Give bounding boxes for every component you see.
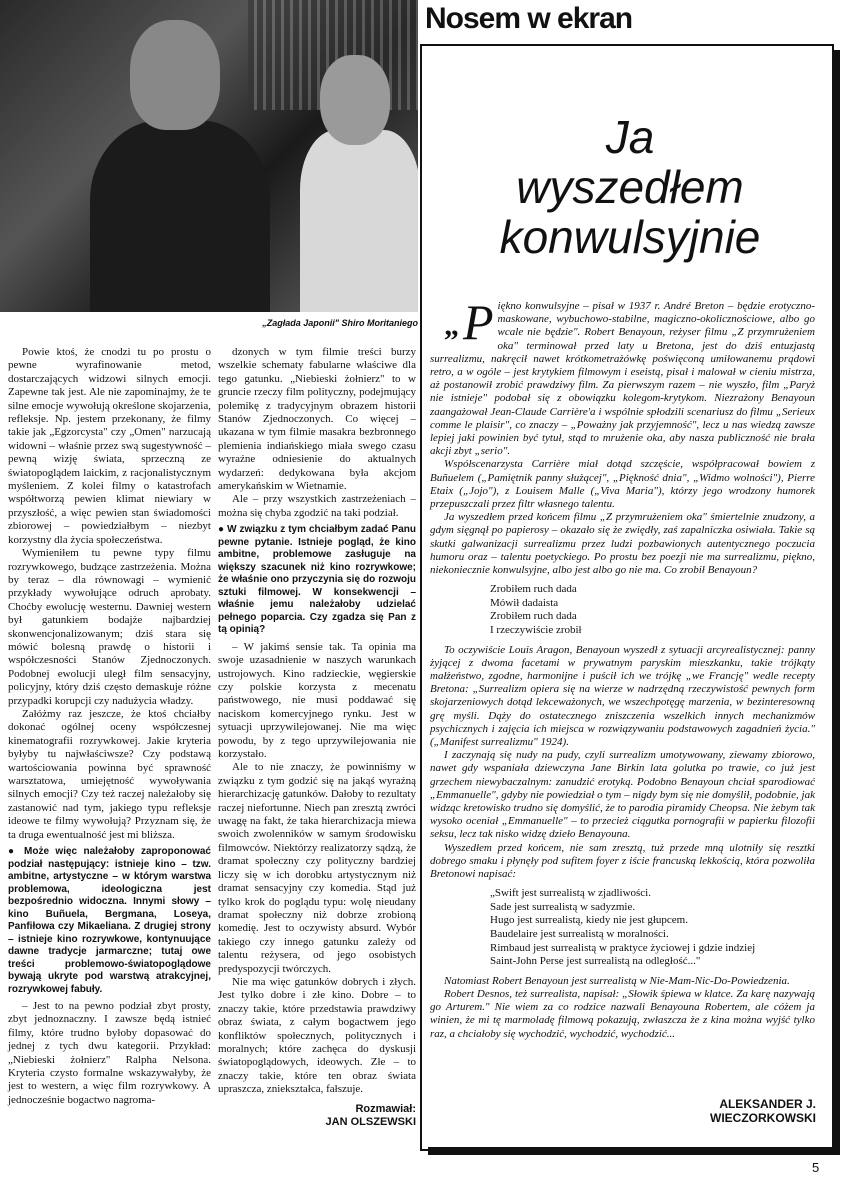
interview-paragraph: Ale – przy wszystkich zastrzeżeniach – można się chyba zgodzić na taki podział. xyxy=(218,493,416,519)
author-line-1: ALEKSANDER J. xyxy=(719,1097,816,1111)
poem-line: Zrobiłem ruch dada xyxy=(490,610,577,623)
article-paragraph: I zaczynają się nudy na pudy, czyli surrealizm umotywowany, ziewamy zbiorowo, nawet gdy wspaniała dziewczyna Jane Birkin lata golutka po trawie, co już jest grzechem niewybaczalnym: zanudzić erotyką. Podobno Benayoun chciał sparodiować „Emmanuelle", gdyby nie powiedział o tym – nigdy bym się nie domyślił, podobnie, jak widząc kretowisko trudno się domyślić, że to parodia piramidy Cheopsa. Nie żebym tak wysoko oceniał „Emmanuelle" – to przecież ciągutka pornografii w papierku filozofii seksu, lecz tak nisko widzę dzieło Benayouna. xyxy=(430,749,815,841)
review-article xyxy=(430,294,815,1041)
headline-line-1: Ja xyxy=(605,111,655,163)
signature-name: JAN OLSZEWSKI xyxy=(325,1115,416,1128)
interview-column-1 xyxy=(8,346,211,1107)
interview-column-2 xyxy=(218,346,416,1129)
poem-line: Mówił dadaista xyxy=(490,596,559,609)
interviewer-signature xyxy=(218,1103,416,1129)
article-paragraph: Natomiast Robert Benayoun jest surrealistą w Nie-Mam-Nic-Do-Powiedzenia. xyxy=(444,974,790,987)
review-box-shadow-bottom xyxy=(428,1147,840,1155)
interview-paragraph: Powie ktoś, że cnodzi tu po prostu o pewne wyrafinowanie metod, dostarczających widzowi silnych emocji. Zapewne tak jest. Ale nie zapominajmy, że te silne emocje wywołują określone skojarzenia, refleksje. Np. jestem przekonany, że filmy takie jak „Egzorcysta" czy „Omen" narzucają widowni – właśnie przez swą sugestywność – pewną wizję świata, sprzeczną ze światopoglądem laickim, z racjonalistycznym myśleniem. Z kolei filmy o katastrofach współtworzą pewien klimat niewiary w przyszłość, a więc pewien stan świadomości zbiorowej – powiedziałbym – niezbyt korzystny dla życia społeczeństwa. xyxy=(8,346,211,546)
headline-line-3: konwulsyjnie xyxy=(499,211,761,263)
quoted-poem-1 xyxy=(490,583,815,637)
interview-question: ● W związku z tym chciałbym zadać Panu pewne pytanie. Istnieje pogląd, że kino ambitne, problemowe zasługuje na większy szacunek niż kino rozrywkowe; że właśnie ono przyczynia się do rozwoju sztuki filmowej. W konsekwencji – właśnie jemu należałoby udzielać pełnego poparcia. Czy zgadza się Pan z tą opinią? xyxy=(218,524,416,637)
interview-paragraph: Ale to nie znaczy, że powinniśmy w związku z tym godzić się na jakąś wyraźną hierarchizację gatunków. Dałoby to rezultaty raczej niefortunne. Niech pan zresztą zwróci uwagę na fakt, że taka hierarchizacja miewa swoich zwolenników w samym środowisku filmowców. Niektórzy realizatorzy sądzą, że dramat społeczny czy polityczny bardziej liczy się w ich dorobku artystycznym niż dramat sensacyjny czy komedia. Stąd już tylko krok do poglądu typu: wolę nieudany dramat społeczny niż dobrze zrobioną komedię. Jest to oczywisty absurd. Wybór takiego czy innego gatunku zależy od talentu reżysera, od jego osobistych predyspozycji twórczych. xyxy=(218,761,416,975)
interview-paragraph: dzonych w tym filmie treści burzy wszelkie schematy fabularne właściwe dla tego gatunku. „Niebieski żołnierz" to w gruncie rzeczy film polityczny, podejmujący polemikę z tradycyjnym obrazem historii Stanów Zjednoczonych. Co więcej – ukazana w tym filmie masakra bezbronnego plemienia indiańskiego miała swego czasu wyraźne odniesienie do aktualnych wydarzeń: dedykowana była akcjom amerykańskim w Wietnamie. xyxy=(218,346,416,493)
article-paragraph: To oczywiście Louis Aragon, Benayoun wyszedł z sytuacji arcyrealistycznej: panny żyjącej z dwoma facetami w prywatnym paryskim mieszkanku, takie trójkąty małżeństwo, zgodne, harmonijne i puścił ich we trójkę „we Francję" wedle recepty Bretona: „Surrealizm opiera się na wierze w nadrzędną rzeczywistość pewnych form skojarzeniowych dotąd lekceważonych, we wszechpotęgę marzenia, w bezinteresowną grę myśli. Dąży do ostatecznego zniszczenia wszelkich innych mechanizmów psychicznych i zajęcia ich miejsca w rozwiązywaniu podstawowych zagadnień życia." („Manifest surrealizmu" 1924). xyxy=(430,643,815,749)
photo-figure-right-body xyxy=(300,130,418,312)
drop-cap: P xyxy=(463,294,494,350)
article-paragraph: Wyszedłem przed końcem, nie sam zresztą, tuż przede mną ulotniły się resztki dobrego smaku i płynęły pod sufitem foyer z iście francuską lekkością, która pozwoliła Bretonowi napisać: xyxy=(430,841,815,881)
review-headline xyxy=(470,112,790,262)
interview-paragraph: Załóżmy raz jeszcze, że ktoś chciałby dokonać ogólnej oceny współczesnej kinematografii rozrywkowej. Jakie kryteria byłyby tu najwłaściwsze? Czy podstawą wartościowania powinna być sprawność warsztatowa, umiejętność wywoływania silnych emocji? Czy też raczej należałoby się zastanowić nad tym, jakiego typu refleksje ideowe te filmy wywołują? Przyznam się, że ta druga ewentualność jest mi bliższa. xyxy=(8,707,211,841)
review-author xyxy=(640,1097,816,1125)
photo-figure-left-head xyxy=(130,20,220,130)
interview-question: ● Może więc należałoby zaproponować podział następujący: istnieje kino – tzw. ambitne, artystyczne – w którym warstwa problemowa, ideologiczna jest bezpośrednio widoczna. Innymi słowy – kino Buñuela, Bergmana, Loseya, Panfiłowa czy Mikaeliana. Z drugiej strony – istnieje kino rozrywkowe, kontynuujące dawne tradycje jarmarczne; tutaj owe treści problemowo-światopoglądowe bywają ukryte pod warstwą atrakcyjnej, rozrywkowej fabuły. xyxy=(8,846,211,996)
review-box-shadow-right xyxy=(832,50,840,1155)
author-line-2: WIECZORKOWSKI xyxy=(710,1111,816,1125)
section-rubric: Nosem w ekran xyxy=(425,2,633,35)
film-still-photo xyxy=(0,0,418,312)
photo-figure-left-body xyxy=(90,120,270,312)
article-paragraph: Współscenarzysta Carrière miał dotąd szczęście, współpracował bowiem z Buñuelem („Pamiętnik panny służącej", „Piękność dnia", „Widmo wolności"), Pierre Etaix („Jojo"), z Louisem Malle („Viva Maria"), którzy jego wrodzony humorek przepuszczali przez filtr własnego talentu. xyxy=(430,458,815,511)
poem-line: Baudelaire jest surrealistą w moralności. xyxy=(490,928,669,941)
page-number: 5 xyxy=(812,1160,820,1175)
poem-line: I rzeczywiście zrobił xyxy=(490,624,582,637)
poem-line: Sade jest surrealistą w sadyzmie. xyxy=(490,900,636,913)
article-paragraph: iękno konwulsyjne – pisał w 1937 r. André Breton – będzie erotyczno-maskowane, wybuchowo-stabilne, magiczno-okolicznościowe, albo go wcale nie będzie". Robert Benayoun, reżyser filmu „Z przymrużeniem oka" terminował przed laty u Bretona, jest do dziś entuzjastą surrealizmu, nakręcił nawet krótkometrażówkę poświęconą umiłowanemu prądowi retro, a w ogóle – jest krytykiem filmowym i eseistą, pisał i malował w cieniu mistrza, aż postanowił zrobić prawdziwy film. Za pierwszym razem – nie wyszło, film „Paryż nie istnieje" podobał się z obowiązku kolegom-krytykom. Niezrażony Benayoun zaangażował Jean-Claude Carrière'a i wspólnie spłodzili scenariusz do filmu „Serieux comme le plaisir", co znaczy – „Poważny jak przyjemność", lecz u nas wiedzą zawsze lepiej jaki powinien być tytuł, stąd to mrużenie oka, aby nasza publiczność nie brała akcji zbyt „serio". xyxy=(430,300,815,458)
article-paragraph: Robert Desnos, też surrealista, napisał: „Słowik śpiewa w klatce. Za karę nazywają go Arturem." Nie wiem za co rodzice nazwali Benayouna Robertem, ale cóżem ja winien, że mi tę marmoladę filmową pokazują, zwłaszcza że z kina można wyjść tylko raz, a chciałoby się wychodzić, wychodzić, wychodzić... xyxy=(430,988,815,1040)
article-paragraph: Ja wyszedłem przed końcem filmu „Z przymrużeniem oka" śmiertelnie znudzony, a gdym sięgnął po papierosy – okazało się że zwiędły, zaś zapalniczka osiwiała. Takie są skutki galwanizacji surrealizmu przez ludzi pozbawionych autentycznego poczucia humoru oraz – talentu poetyckiego. Po prostu bez poezji nie ma surrealizmu, piękno, niekoniecznie konwulsyjne, albo jest albo go nie ma. Co zrobił Benayoun? xyxy=(430,511,815,577)
signature-label: Rozmawiał: xyxy=(355,1102,416,1115)
interview-paragraph: Wymieniłem tu pewne typy filmu rozrywkowego, budzące zastrzeżenia. Można by teraz – dla równowagi – wymienić przykłady wywołujące odruch aprobaty. Choćby ewolucję westernu. Dawniej western był gatunkiem bodajże najbardziej skonwencjonalizowanym; dziś stara się mówić bolesną prawdę o historii i współczesności Stanów Zjednoczonych. Podobnej ewolucji uległ film sensacyjny, policyjny, który dziś często demaskuje różne przypadki korupcji czy nadużycia władzy. xyxy=(8,547,211,707)
interview-paragraph: – Jest to na pewno podział zbyt prosty, zbyt jednoznaczny. I zawsze będą istnieć filmy, które trudno byłoby dopasować do jednej z tych dwu kategorii. Przykład: „Niebieski żołnierz" Ralpha Nelsona. Kryteria czysto formalne wskazywałyby, że jest to western, a więc film rozrywkowy. A jednocześnie bogactwo nagroma- xyxy=(8,1000,211,1106)
poem-line: Saint-John Perse jest surrealistą na odległość..." xyxy=(490,955,701,968)
poem-line: Zrobiłem ruch dada xyxy=(490,583,577,596)
opening-quote-mark: „ xyxy=(444,309,459,342)
photo-figure-right-head xyxy=(320,55,390,145)
interview-paragraph: – W jakimś sensie tak. Ta opinia ma swoje uzasadnienie w naszych warunkach ustrojowych. Kino radzieckie, węgierskie czy polskie korzysta z mecenatu państwowego, nie musi poddawać się naciskom komercyjnego rynku. Jest w sytuacji uprzywilejowanej. Nie ma więc powodu, by z tego uprzywilejowania nie korzystało. xyxy=(218,640,416,761)
poem-line: Rimbaud jest surrealistą w praktyce życiowej i gdzie indziej xyxy=(490,941,756,954)
interview-paragraph: Nie ma więc gatunków dobrych i złych. Jest tylko dobre i złe kino. Dobre – to znaczy takie, które przedstawia prawdziwy obraz świata, z całym bogactwem jego konfliktów społecznych, politycznych i moralnych; które zachęca do dyskusji światopoglądowych, ideowych. Złe – to znaczy takie, które ten obraz świata upraszcza, zniekształca, fałszuje. xyxy=(218,975,416,1096)
quoted-poem-2 xyxy=(490,887,815,969)
photo-caption: „Zagłada Japonii" Shiro Moritaniego xyxy=(262,318,418,328)
poem-line: „Swift jest surrealistą w zjadliwości. xyxy=(490,887,651,900)
poem-line: Hugo jest surrealistą, kiedy nie jest głupcem. xyxy=(490,914,688,927)
headline-line-2: wyszedłem xyxy=(516,161,744,213)
